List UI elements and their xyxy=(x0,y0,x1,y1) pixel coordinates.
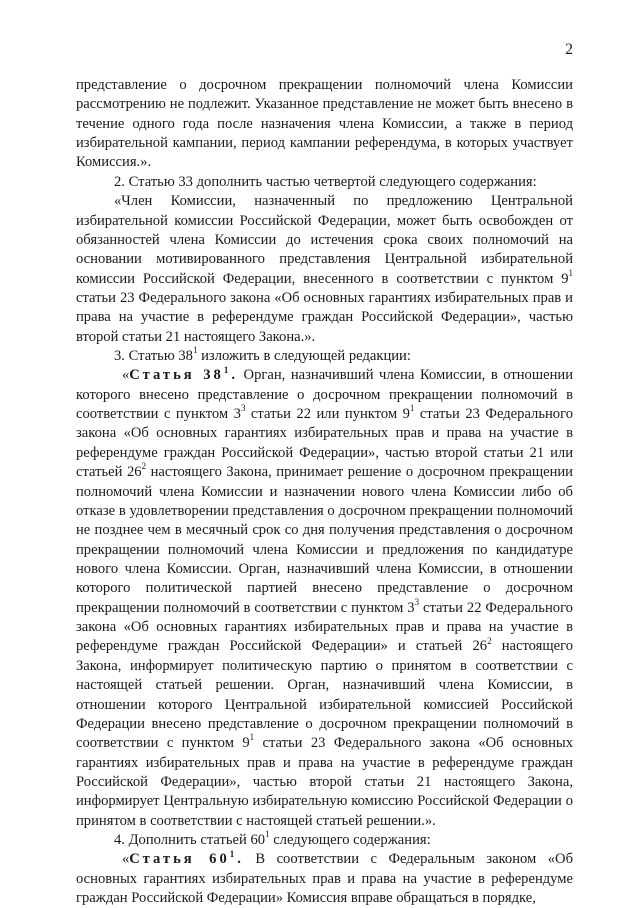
superscript: 3 xyxy=(414,596,420,607)
paragraph-item-4: 4. Дополнить статьей $60^1$ следующего содержания: xyxy=(114,829,431,849)
superscript: 2 xyxy=(487,635,492,646)
paragraph-article-33-addition: «Член Комиссии, назначенный по предложению Центральной избирательной комиссии Российской Федерации, может быть освобожден от обязанностей члена Комиссии до истечения срока своих полномочий на основании мотивированного представления Центральной избирательной комиссии Российской Федерации, внесенного в соответствии с пунктом $9^1$ статьи 23 Федерального закона «Об основных гарантиях избирательных прав и права на участие в референдуме граждан Российской Федерации», частью второй статьи 21 настоящего Закона.». xyxy=(76,193,573,345)
superscript: 2 xyxy=(141,461,147,472)
superscript: 3 xyxy=(240,403,246,414)
superscript: 1 xyxy=(192,345,198,356)
superscript: 1 xyxy=(249,732,255,743)
paragraph-article-60-1: «Статья $60^1$. В соответствии с Федеральным законом «Об основных гарантиях избирательных прав и права на участие в референдуме граждан Российской Федерации» Комиссия вправе обращаться в порядке, xyxy=(76,848,573,907)
paragraph-continuation: представление о досрочном прекращении полномочий члена Комиссии рассмотрению не подлежит. Указанное представление не может быть внесено в течение одного года после назначения члена Комиссии, а также в период избирательной кампании, период кампании референдума, в которых участвует Комиссия.». xyxy=(76,77,573,171)
superscript: 1 xyxy=(265,829,270,840)
article-heading: Статья $60^1$. xyxy=(129,848,244,868)
page-number: 2 xyxy=(565,41,573,58)
paragraph-article-38-1: «Статья $38^1$. Орган, назначивший члена Комиссии, в отношении которого внесено представление о досрочном прекращении полномочий в соответствии с пунктом $3^3$ статьи 22 или пунктом $9^1$ статьи 23 Федерального закона «Об основных гарантиях избирательных прав и права на участие в референдуме граждан Российской Федерации», частью второй статьи 21 или статьей $26^2$ настоящего Закона, принимает решение о досрочном прекращении полномочий члена Комиссии и назначении нового члена Комиссии либо об отказе в удовлетворении представления о досрочном прекращении полномочий не позднее чем в месячный срок со дня получения представления о досрочном прекращении полномочий члена Комиссии и предложения по кандидатуре нового члена Комиссии. Орган, назначивший члена Комиссии, в отношении которого политической партией внесено представление о досрочном прекращении полномочий в соответствии с пунктом $3^3$ статьи 22 Федерального закона «Об основных гарантиях избирательных прав и права на участие в референдуме граждан Российской Федерации» и статьей $26^2$ настоящего Закона, информирует политическую партию о принятом в соответствии с настоящей статьей решении. Орган, назначивший члена Комиссии, в отношении которого Центральной избирательной комиссией Российской Федерации внесено представление о досрочном прекращении полномочий в соответствии с пунктом $9^1$ статьи 23 Федерального закона «Об основных гарантиях избирательных прав и права на участие в референдуме граждан Российской Федерации», частью второй статьи 21 настоящего Закона, информирует Центральную избирательную комиссию Российской Федерации о принятом в соответствии с настоящей статьей решении.». xyxy=(76,364,574,829)
document-body xyxy=(76,76,573,908)
superscript: 1 xyxy=(568,267,573,278)
article-heading: Статья $38^1$. xyxy=(129,364,238,384)
paragraph-item-2: 2. Статью 33 дополнить частью четвертой следующего содержания: xyxy=(114,173,537,190)
paragraph-item-3: 3. Статью $38^1$ изложить в следующей редакции: xyxy=(114,345,411,365)
superscript: 1 xyxy=(409,403,415,414)
